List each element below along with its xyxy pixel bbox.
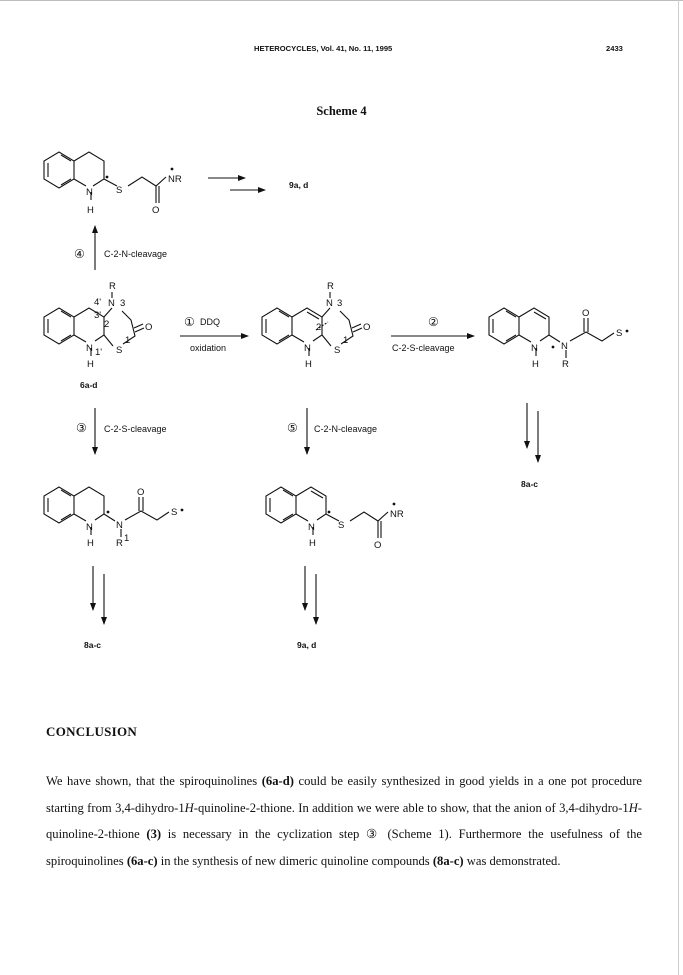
svg-text:S: S — [334, 345, 341, 356]
svg-text:H: H — [87, 538, 94, 549]
step4-number: ④ — [74, 247, 85, 261]
svg-text:H: H — [309, 538, 316, 549]
svg-text:1: 1 — [125, 335, 131, 346]
svg-text:O: O — [363, 322, 371, 333]
svg-text:O: O — [374, 540, 382, 551]
step5-label: C-2-N-cleavage — [314, 424, 378, 434]
svg-text:N: N — [116, 520, 123, 531]
bottom-middle-arrow-down — [305, 566, 316, 624]
svg-text:S: S — [116, 345, 123, 356]
journal-citation: HETEROCYCLES, Vol. 41, No. 11, 1995 — [254, 44, 393, 53]
step3-label: C-2-S-cleavage — [104, 424, 167, 434]
product-bottom-middle-label: 9a, d — [297, 640, 317, 650]
svg-text:H: H — [305, 359, 312, 370]
svg-text:N: N — [108, 298, 115, 309]
svg-text:N: N — [308, 522, 315, 533]
compound-ref: (8a-c) — [432, 853, 464, 868]
step1-reagent: DDQ — [200, 317, 220, 327]
oxidized-spiro-intermediate-structure — [262, 292, 362, 356]
product-right-label: 8a-c — [521, 479, 539, 489]
svg-text:H: H — [87, 205, 94, 216]
svg-text:R: R — [116, 538, 123, 549]
product-top-label: 9a, d — [289, 180, 309, 190]
compound-ref: (6a-c) — [126, 853, 158, 868]
bottom-left-arrow-down — [93, 566, 104, 624]
text-run: in the synthesis of new dimeric quinoline compounds — [157, 853, 433, 868]
product-bottom-left-label: 8a-c — [84, 640, 102, 650]
step5-number: ⑤ — [287, 421, 298, 435]
svg-text:2: 2 — [316, 322, 322, 333]
svg-text:R: R — [562, 359, 569, 370]
svg-text:O: O — [137, 487, 145, 498]
svg-text:N: N — [304, 343, 311, 354]
step4-label: C-2-N-cleavage — [104, 249, 168, 259]
text-run: is necessary in the cyclization step ③ (Scheme 1). Furthermore the usefulness of the spiroquinolines — [46, 827, 642, 868]
svg-text:S: S — [171, 507, 178, 518]
italic-run: H — [628, 800, 638, 815]
svg-text:1: 1 — [343, 335, 349, 346]
text-run: was demonstrated. — [463, 853, 561, 868]
page-top-edge — [0, 0, 683, 1]
svg-text:O: O — [145, 322, 153, 333]
svg-text:1': 1' — [95, 347, 103, 358]
svg-text:3': 3' — [94, 310, 102, 321]
bottom-middle-thioamide-radical-structure — [266, 487, 388, 538]
right-arrow-down — [527, 403, 538, 462]
svg-text:NR: NR — [390, 509, 404, 520]
scheme-title: Scheme 4 — [316, 104, 367, 118]
svg-text:S: S — [116, 185, 123, 196]
step1-number: ① — [184, 315, 195, 329]
running-head — [0, 44, 683, 58]
svg-text:1: 1 — [124, 533, 130, 544]
right-amide-thiyl-radical-structure — [489, 308, 614, 358]
svg-text:N: N — [561, 341, 568, 352]
text-run: could be easily synthesized in good yields in a one pot procedure starting from 3,4-dihydro-1 — [46, 774, 642, 815]
svg-text:N: N — [326, 298, 333, 309]
svg-text:2: 2 — [104, 319, 110, 330]
italic-run: H — [184, 800, 194, 815]
svg-text:N: N — [86, 343, 93, 354]
start-compound-label: 6a-d — [80, 380, 98, 390]
svg-text:3: 3 — [337, 298, 343, 309]
svg-text:N: N — [531, 343, 538, 354]
bottom-left-amide-thiyl-radical-structure — [44, 487, 169, 537]
text-run: We have shown, that the spiroquinolines — [46, 774, 262, 788]
svg-text:NR: NR — [168, 174, 182, 185]
step3-number: ③ — [76, 421, 87, 435]
svg-text:O: O — [152, 205, 160, 216]
svg-text:R: R — [327, 281, 334, 292]
text-run: -quinoline-2-thione. In addition we were able to show, that the anion of 3,4-dihydro-1 — [193, 800, 629, 815]
svg-text:O: O — [582, 308, 590, 319]
page-number: 2433 — [606, 44, 623, 53]
top-thioamide-radical-structure — [44, 152, 166, 203]
step1-condition: oxidation — [190, 343, 227, 353]
svg-text:R: R — [109, 281, 116, 292]
svg-text:H: H — [532, 359, 539, 370]
conclusion-heading: CONCLUSION — [46, 724, 138, 739]
compound-ref: (6a-d) — [261, 774, 294, 788]
compound-ref: (3) — [146, 827, 162, 841]
step2-number: ② — [428, 315, 439, 329]
top-arrow — [208, 178, 265, 190]
text-run: -quinoline-2-thione — [46, 800, 642, 841]
svg-text:H: H — [87, 359, 94, 370]
svg-text:4': 4' — [94, 297, 102, 308]
svg-text:S: S — [616, 328, 623, 339]
conclusion-paragraph — [46, 768, 642, 874]
svg-text:S: S — [338, 520, 345, 531]
svg-text:3: 3 — [120, 298, 126, 309]
reaction-scheme — [0, 120, 683, 660]
svg-text:N: N — [86, 522, 93, 533]
step2-label: C-2-S-cleavage — [392, 343, 455, 353]
svg-text:N: N — [86, 187, 93, 198]
